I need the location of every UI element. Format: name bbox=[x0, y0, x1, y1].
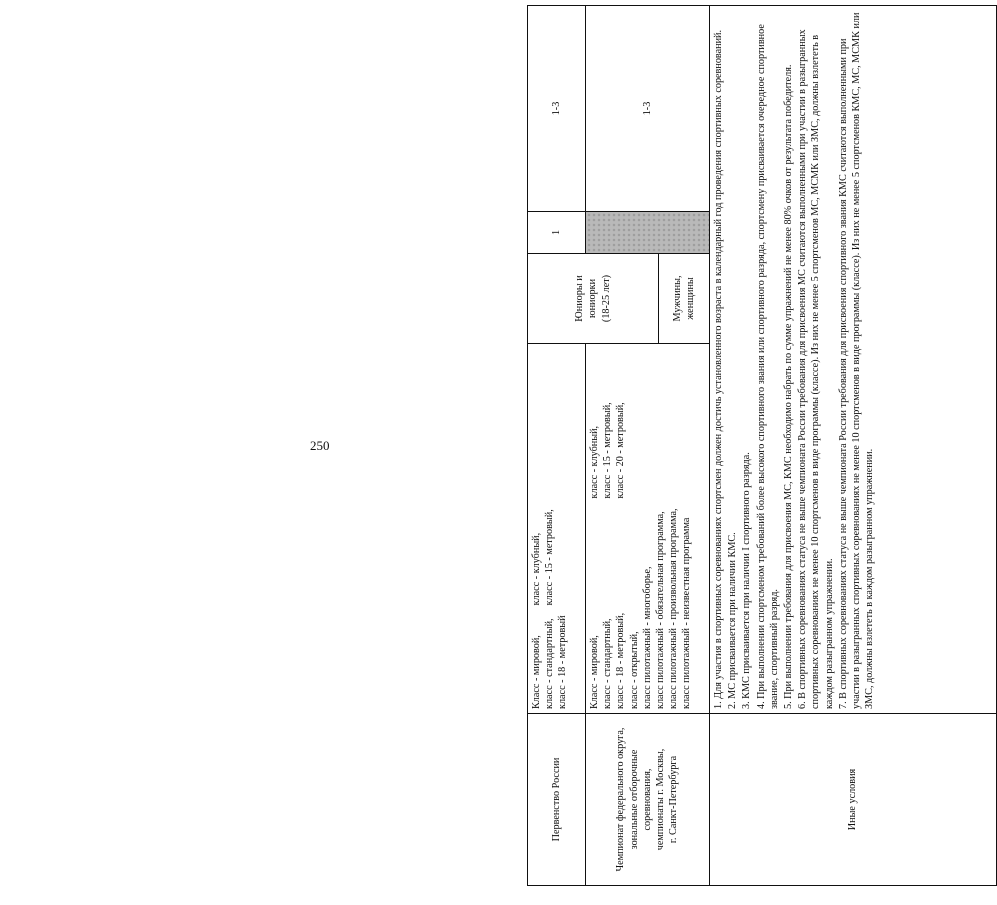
condition-item: 2. МС присваивается при наличии КМС. bbox=[727, 532, 739, 709]
condition-item: 7. В спортивных соревнованиях статуса не выше чемпионата России требования для присвоения спортивного звания КМС считаются выполненными при участии в разыгранных спортивных соревнованиях не менее 10 спортсменов в виде программы (классе). Из них не менее 5 спортсменов КМС, МС, МСМК или ЗМС, должны взлететь в каждом разыгранном упражнении. bbox=[837, 12, 876, 709]
shaded-cell bbox=[586, 211, 710, 253]
other-conditions-text bbox=[710, 5, 997, 713]
competition-cell: Чемпионат федерального округа, зональные отборочные соревнования, чемпионаты г. Москвы, г. Санкт-Петербурга bbox=[586, 714, 710, 886]
condition-item: 5. При выполнении требования для присвоения МС, КМС необходимо набрать по сумме упражнений не менее 80% очков от результата победителя. bbox=[783, 64, 795, 709]
qualification-table bbox=[527, 5, 997, 886]
classes-right: класс - клубный, класс - 15 - метровый, bbox=[531, 509, 556, 606]
condition-item: 4. При выполнении спортсменом требований более высокого спортивного звания или спортивного разряда, спортсмену присваивается очередное спортивное звание, спортивный разряд. bbox=[755, 24, 780, 709]
competition-cell: Первенство России bbox=[528, 714, 586, 886]
category-juniors: Юниоры и юниорки (18-25 лет) bbox=[528, 254, 659, 343]
place-cell: 1 bbox=[528, 211, 586, 253]
other-conditions-label: Иные условия bbox=[710, 714, 997, 886]
category-adults: Мужчины, женщины bbox=[671, 275, 696, 322]
place-cell: 1-3 bbox=[586, 5, 710, 211]
rotated-table-wrapper bbox=[527, 6, 997, 886]
category-cell bbox=[528, 253, 710, 343]
classes-cell bbox=[586, 343, 710, 713]
condition-item: 6. В спортивных соревнованиях статуса не выше чемпионата России требования для присвоения МС считаются выполненными при участии в разыгранных спортивных соревнованиях не менее 10 спортсменов в виде программы (классе). Из них не менее 5 спортсменов МС, МСМК или ЗМС, должны взлететь в каждом разыгранном упражнении. bbox=[797, 29, 835, 709]
table-row bbox=[710, 5, 997, 885]
table-row bbox=[528, 5, 586, 885]
place-cell: 1-3 bbox=[528, 5, 586, 211]
classes-left: Класс - мировой, класс - стандартный, класс - 18 - метровый bbox=[531, 615, 569, 709]
classes-left: Класс - мировой, класс - стандартный, класс - 18 - метровый, класс - открытый, класс пилотажный - многоборье, класс пилотажный - обязательная программа, класс пилотажный - произвольная программа, класс пилотажный - неизвестная программа bbox=[589, 508, 693, 709]
condition-item: 1. Для участия в спортивных соревнованиях спортсмен должен достичь установленного возраста в календарный год проведения спортивных соревнований. bbox=[713, 29, 724, 709]
classes-right: класс - клубный, класс - 15 - метровый, класс - 20 - метровый, bbox=[589, 402, 627, 499]
page-number: 250 bbox=[310, 438, 330, 453]
classes-cell bbox=[528, 343, 586, 713]
table-row bbox=[586, 5, 710, 885]
condition-item: 3. КМС присваивается при наличии I спортивного разряда. bbox=[741, 452, 753, 709]
